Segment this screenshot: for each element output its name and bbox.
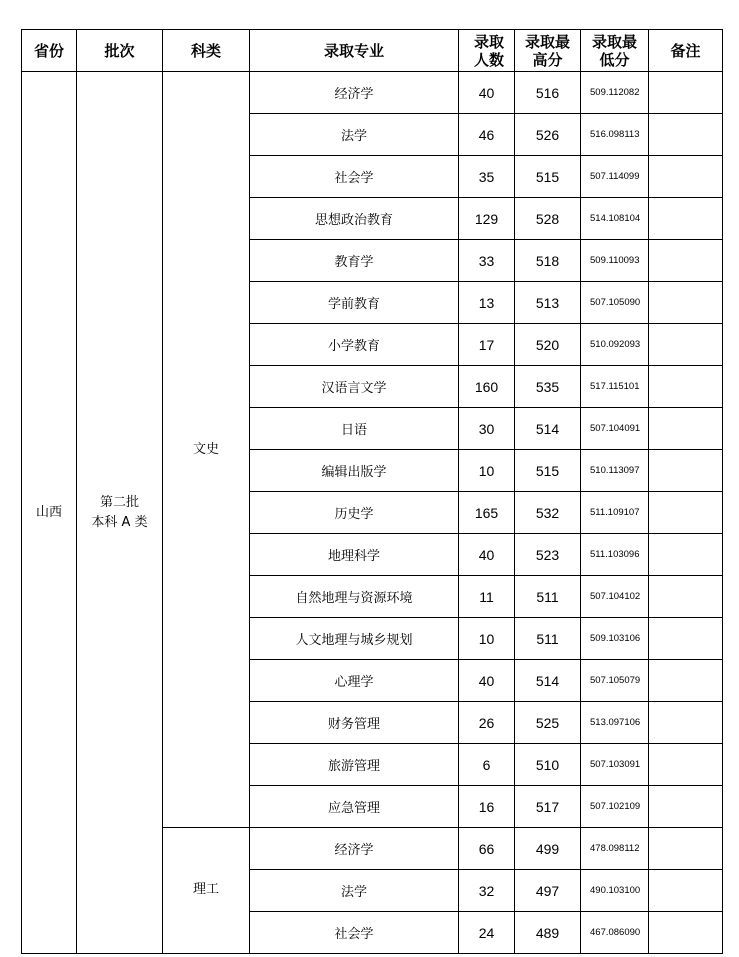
major-cell: 自然地理与资源环境 xyxy=(250,576,459,618)
max-score-cell: 528 xyxy=(515,198,581,240)
major-cell: 经济学 xyxy=(250,72,459,114)
note-cell xyxy=(649,870,723,912)
min-score-cell: 507.102109 xyxy=(581,786,649,828)
header-min-line2: 低分 xyxy=(599,50,630,69)
major-cell: 历史学 xyxy=(250,492,459,534)
header-batch: 批次 xyxy=(77,30,163,72)
max-score-cell: 497 xyxy=(515,870,581,912)
min-score-cell: 510.092093 xyxy=(581,324,649,366)
note-cell xyxy=(649,702,723,744)
max-score-cell: 523 xyxy=(515,534,581,576)
header-row xyxy=(22,30,723,72)
note-cell xyxy=(649,828,723,870)
note-cell xyxy=(649,912,723,954)
max-score-cell: 499 xyxy=(515,828,581,870)
max-score-cell: 532 xyxy=(515,492,581,534)
major-cell: 心理学 xyxy=(250,660,459,702)
batch-cell xyxy=(77,72,163,954)
max-score-cell: 520 xyxy=(515,324,581,366)
max-score-cell: 535 xyxy=(515,366,581,408)
major-cell: 日语 xyxy=(250,408,459,450)
major-cell: 人文地理与城乡规划 xyxy=(250,618,459,660)
major-cell: 社会学 xyxy=(250,912,459,954)
note-cell xyxy=(649,450,723,492)
count-cell: 26 xyxy=(459,702,515,744)
max-score-cell: 513 xyxy=(515,282,581,324)
major-cell: 汉语言文学 xyxy=(250,366,459,408)
note-cell xyxy=(649,156,723,198)
count-cell: 24 xyxy=(459,912,515,954)
min-score-cell: 509.103106 xyxy=(581,618,649,660)
min-score-cell: 509.112082 xyxy=(581,72,649,114)
header-count-line1: 录取 xyxy=(473,32,504,51)
min-score-cell: 490.103100 xyxy=(581,870,649,912)
note-cell xyxy=(649,198,723,240)
count-cell: 160 xyxy=(459,366,515,408)
note-cell xyxy=(649,324,723,366)
max-score-cell: 517 xyxy=(515,786,581,828)
min-score-cell: 507.104091 xyxy=(581,408,649,450)
min-score-cell: 507.103091 xyxy=(581,744,649,786)
header-note: 备注 xyxy=(649,30,723,72)
major-cell: 地理科学 xyxy=(250,534,459,576)
min-score-cell: 514.108104 xyxy=(581,198,649,240)
table-body xyxy=(22,72,723,954)
major-cell: 旅游管理 xyxy=(250,744,459,786)
count-cell: 33 xyxy=(459,240,515,282)
header-max-line2: 高分 xyxy=(532,50,563,69)
major-cell: 小学教育 xyxy=(250,324,459,366)
min-score-cell: 507.114099 xyxy=(581,156,649,198)
count-cell: 13 xyxy=(459,282,515,324)
max-score-cell: 514 xyxy=(515,660,581,702)
max-score-cell: 515 xyxy=(515,156,581,198)
note-cell xyxy=(649,72,723,114)
note-cell xyxy=(649,366,723,408)
major-cell: 编辑出版学 xyxy=(250,450,459,492)
note-cell xyxy=(649,408,723,450)
count-cell: 10 xyxy=(459,618,515,660)
count-cell: 46 xyxy=(459,114,515,156)
max-score-cell: 516 xyxy=(515,72,581,114)
max-score-cell: 518 xyxy=(515,240,581,282)
max-score-cell: 511 xyxy=(515,618,581,660)
count-cell: 129 xyxy=(459,198,515,240)
header-province: 省份 xyxy=(22,30,77,72)
major-cell: 财务管理 xyxy=(250,702,459,744)
major-cell: 社会学 xyxy=(250,156,459,198)
max-score-cell: 511 xyxy=(515,576,581,618)
count-cell: 11 xyxy=(459,576,515,618)
count-cell: 30 xyxy=(459,408,515,450)
count-cell: 165 xyxy=(459,492,515,534)
note-cell xyxy=(649,576,723,618)
count-cell: 32 xyxy=(459,870,515,912)
count-cell: 16 xyxy=(459,786,515,828)
min-score-cell: 507.105090 xyxy=(581,282,649,324)
count-cell: 40 xyxy=(459,534,515,576)
min-score-cell: 507.104102 xyxy=(581,576,649,618)
header-min-score xyxy=(581,30,649,72)
admission-table xyxy=(21,29,723,954)
note-cell xyxy=(649,786,723,828)
note-cell xyxy=(649,660,723,702)
count-cell: 66 xyxy=(459,828,515,870)
major-cell: 思想政治教育 xyxy=(250,198,459,240)
min-score-cell: 507.105079 xyxy=(581,660,649,702)
min-score-cell: 467.086090 xyxy=(581,912,649,954)
max-score-cell: 514 xyxy=(515,408,581,450)
header-max-line1: 录取最 xyxy=(524,32,570,51)
max-score-cell: 515 xyxy=(515,450,581,492)
note-cell xyxy=(649,282,723,324)
count-cell: 35 xyxy=(459,156,515,198)
count-cell: 40 xyxy=(459,72,515,114)
major-cell: 法学 xyxy=(250,114,459,156)
note-cell xyxy=(649,744,723,786)
major-cell: 经济学 xyxy=(250,828,459,870)
note-cell xyxy=(649,534,723,576)
header-category: 科类 xyxy=(163,30,250,72)
min-score-cell: 517.115101 xyxy=(581,366,649,408)
max-score-cell: 525 xyxy=(515,702,581,744)
major-cell: 应急管理 xyxy=(250,786,459,828)
max-score-cell: 489 xyxy=(515,912,581,954)
min-score-cell: 510.113097 xyxy=(581,450,649,492)
min-score-cell: 511.109107 xyxy=(581,492,649,534)
count-cell: 17 xyxy=(459,324,515,366)
count-cell: 10 xyxy=(459,450,515,492)
batch-line-1: 第二批 xyxy=(99,494,139,510)
min-score-cell: 516.098113 xyxy=(581,114,649,156)
note-cell xyxy=(649,240,723,282)
max-score-cell: 526 xyxy=(515,114,581,156)
min-score-cell: 513.097106 xyxy=(581,702,649,744)
admission-table-container xyxy=(21,29,723,954)
note-cell xyxy=(649,492,723,534)
header-count-line2: 人数 xyxy=(473,50,504,69)
count-cell: 40 xyxy=(459,660,515,702)
major-cell: 法学 xyxy=(250,870,459,912)
header-count xyxy=(459,30,515,72)
max-score-cell: 510 xyxy=(515,744,581,786)
category-cell: 文史 xyxy=(163,72,250,828)
count-cell: 6 xyxy=(459,744,515,786)
major-cell: 学前教育 xyxy=(250,282,459,324)
header-major: 录取专业 xyxy=(250,30,459,72)
batch-line-2: 本科 A 类 xyxy=(91,514,148,530)
min-score-cell: 509.110093 xyxy=(581,240,649,282)
header-min-line1: 录取最 xyxy=(591,32,637,51)
min-score-cell: 478.098112 xyxy=(581,828,649,870)
note-cell xyxy=(649,618,723,660)
header-max-score xyxy=(515,30,581,72)
note-cell xyxy=(649,114,723,156)
table-row xyxy=(22,72,723,114)
min-score-cell: 511.103096 xyxy=(581,534,649,576)
major-cell: 教育学 xyxy=(250,240,459,282)
category-cell: 理工 xyxy=(163,828,250,954)
province-cell: 山西 xyxy=(22,72,77,954)
